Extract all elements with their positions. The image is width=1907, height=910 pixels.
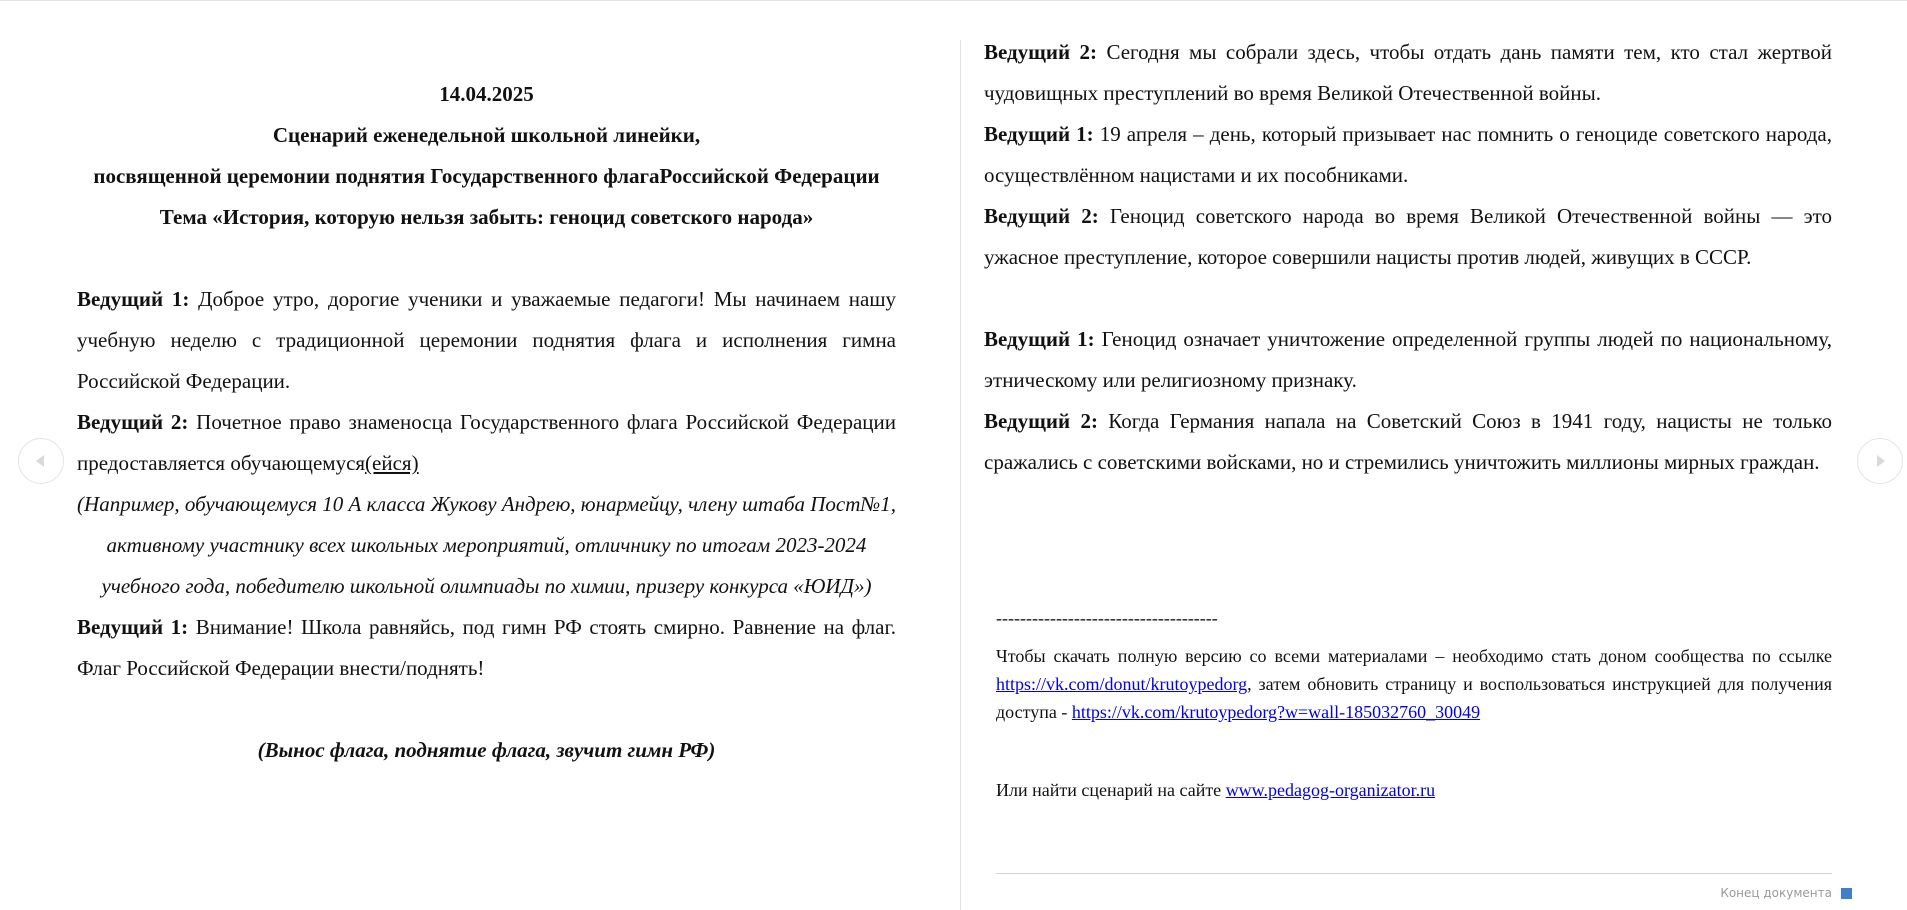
document-theme: Тема «История, которую нельзя забыть: геноцид советского народа» <box>159 205 814 229</box>
separator-line: ------------------------------------- <box>996 608 1218 628</box>
gender-suffix: (ейся) <box>365 451 419 475</box>
paragraph <box>984 32 1832 114</box>
blank-line <box>996 726 1832 776</box>
page-divider <box>960 40 961 910</box>
speech-text: Внимание! Школа равняйсь, под гимн РФ стоять смирно. Равнение на флаг. Флаг Российской Федерации внести/поднять! <box>77 615 896 680</box>
speaker-label: Ведущий 2: <box>984 204 1099 228</box>
website-line <box>996 776 1832 804</box>
blank-line <box>77 238 896 279</box>
donut-link[interactable]: https://vk.com/donut/krutoypedorg <box>996 674 1248 694</box>
note-text: Чтобы скачать полную версию со всеми материалами – необходимо стать доном сообщества по ссылке <box>996 646 1832 666</box>
document-title-line2: посвященной церемонии поднятия Государственного флагаРоссийской Федерации <box>93 164 880 188</box>
top-border <box>0 0 1907 1</box>
download-note <box>996 604 1832 804</box>
example-note: (Например, обучающемуся 10 А класса Жукову Андрею, юнармейцу, члену штаба Пост№1, активному участнику всех школьных мероприятий, отличнику по итогам 2023-2024 учебного года, победителю школьной олимпиады по химии, призеру конкурса «ЮИД») <box>77 492 896 598</box>
previous-page-button[interactable] <box>18 438 64 484</box>
paragraph <box>984 196 1832 278</box>
speaker-label: Ведущий 1: <box>984 327 1095 351</box>
wall-post-link[interactable]: https://vk.com/krutoypedorg?w=wall-185032760_30049 <box>1071 702 1481 722</box>
stage-direction: (Вынос флага, поднятие флага, звучит гимн РФ) <box>257 738 716 762</box>
document-title-line1: Сценарий еженедельной школьной линейки, <box>272 123 701 147</box>
end-of-document <box>1720 886 1852 900</box>
end-of-document-label: Конец документа <box>1720 886 1832 900</box>
speech-text: Геноцид советского народа во время Великой Отечественной войны — это ужасное преступление, которое совершили нацисты против людей, живущих в СССР. <box>984 204 1832 269</box>
speech-text: Когда Германия напала на Советский Союз в 1941 году, нацисты не только сражались с советскими войсками, но и стремились уничтожить миллионы мирных граждан. <box>984 409 1832 474</box>
next-page-button[interactable] <box>1857 438 1903 484</box>
paragraph <box>984 401 1832 483</box>
speech-text: Сегодня мы собрали здесь, чтобы отдать дань памяти тем, кто стал жертвой чудовищных преступлений во время Великой Отечественной войны. <box>984 40 1832 105</box>
speech-text: Почетное право знаменосца Государственного флага Российской Федерации предоставляется обучающемуся <box>77 410 896 475</box>
speech-text: Доброе утро, дорогие ученики и уважаемые педагоги! Мы начинаем нашу учебную неделю с традиционной церемонии поднятия флага и исполнения гимна Российской Федерации. <box>77 287 896 393</box>
paragraph <box>77 607 896 689</box>
document-date: 14.04.2025 <box>439 82 534 106</box>
speech-text: Геноцид означает уничтожение определенной группы людей по национальному, этническому или религиозному признаку. <box>984 327 1832 392</box>
blank-line <box>77 689 896 730</box>
left-page <box>77 74 896 771</box>
paragraph <box>984 114 1832 196</box>
bottom-rule <box>996 873 1832 874</box>
speaker-label: Ведущий 1: <box>77 615 189 639</box>
website-link[interactable]: www.pedagog-organizator.ru <box>1225 780 1436 800</box>
blank-line <box>984 278 1832 319</box>
paragraph <box>77 279 896 402</box>
speaker-label: Ведущий 2: <box>984 409 1098 433</box>
paragraph <box>77 402 896 484</box>
note-text: , затем обновить страницу и воспользоваться инструкцией для получения доступа - <box>996 674 1832 722</box>
speaker-label: Ведущий 2: <box>77 410 189 434</box>
end-marker-icon <box>1841 888 1852 899</box>
chevron-left-icon <box>32 452 50 470</box>
speech-text: 19 апреля – день, который призывает нас помнить о геноциде советского народа, осуществлённом нацистами и их пособниками. <box>984 122 1832 187</box>
chevron-right-icon <box>1871 452 1889 470</box>
download-instructions <box>996 642 1832 726</box>
speaker-label: Ведущий 2: <box>984 40 1098 64</box>
note-text: Или найти сценарий на сайте <box>996 780 1226 800</box>
speaker-label: Ведущий 1: <box>984 122 1094 146</box>
right-page <box>984 32 1832 483</box>
speaker-label: Ведущий 1: <box>77 287 190 311</box>
paragraph <box>984 319 1832 401</box>
